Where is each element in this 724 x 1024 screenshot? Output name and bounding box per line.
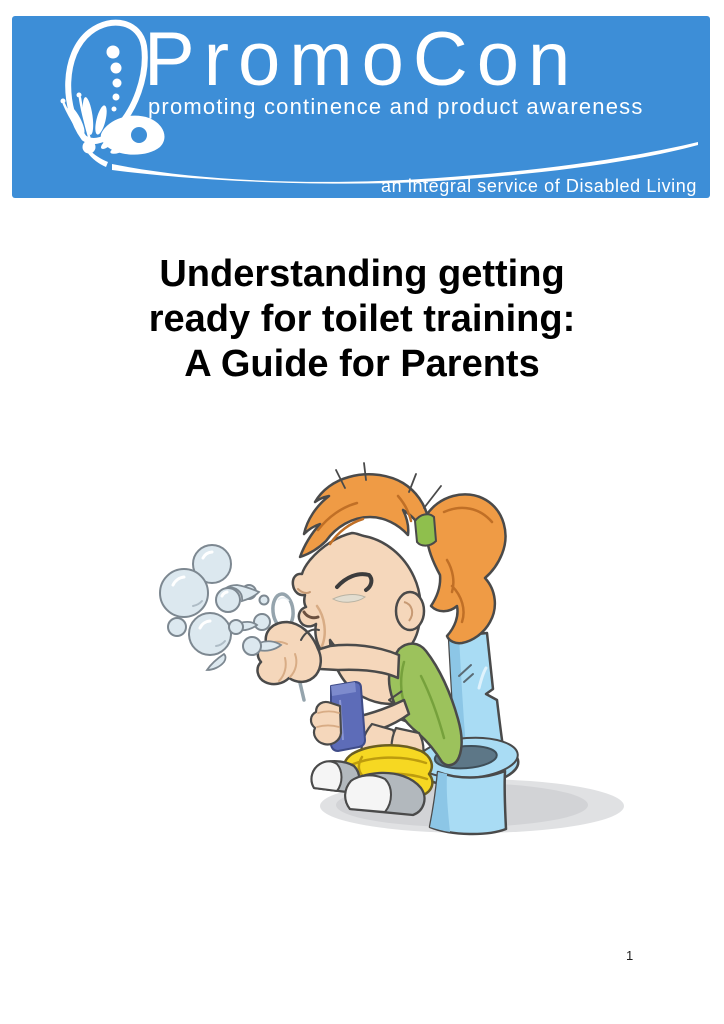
brand-tagline: promoting continence and product awareness — [148, 94, 644, 119]
promocon-banner — [12, 16, 710, 198]
title-line-2: ready for toilet training: — [148, 298, 576, 340]
toilet — [417, 633, 520, 834]
bubbles — [160, 545, 281, 670]
girl — [258, 463, 506, 815]
bubble-wand — [271, 593, 304, 700]
service-line: an integral service of Disabled Living — [381, 176, 697, 196]
page-number: 1 — [626, 948, 634, 963]
title-line-3: A Guide for Parents — [184, 343, 540, 385]
floor-shadow — [320, 779, 624, 833]
brand-logo-text: PromoCon — [144, 17, 580, 102]
title-line-1: Understanding getting — [159, 253, 565, 295]
bubble-bottle — [331, 682, 365, 751]
page-title — [0, 252, 724, 387]
